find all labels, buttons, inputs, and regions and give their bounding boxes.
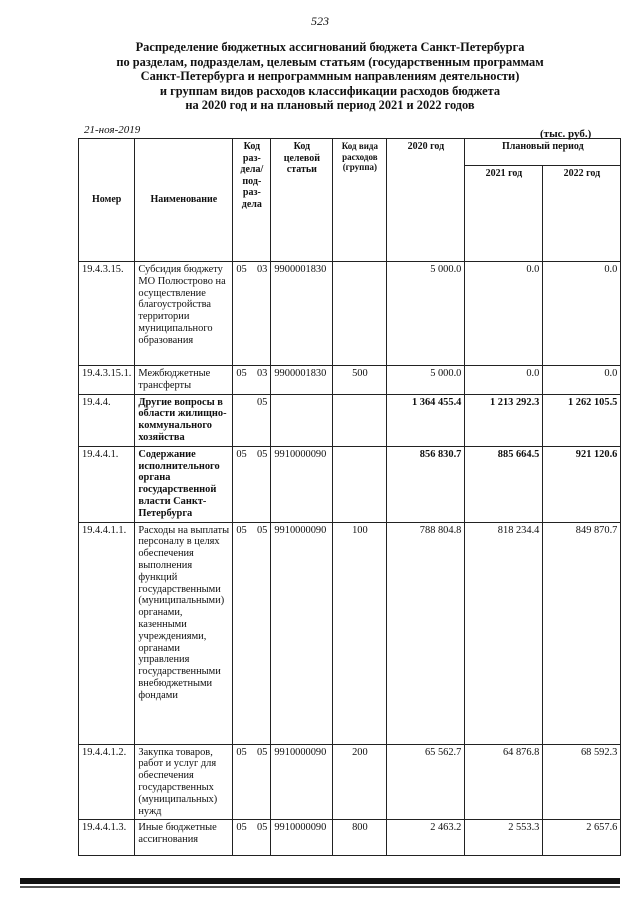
row-name: Содержание исполнительного органа государственной власти Санкт-Петербурга — [135, 446, 233, 522]
row-expense-type-code: 100 — [333, 522, 387, 744]
row-number: 19.4.4.1.2. — [79, 744, 135, 820]
row-value-2020: 5 000.0 — [387, 366, 465, 395]
section-code: 05 — [236, 746, 247, 758]
row-section-code — [233, 522, 271, 744]
row-value-2020: 788 804.8 — [387, 522, 465, 744]
row-value-2020: 2 463.2 — [387, 820, 465, 856]
row-value-2022: 1 262 105.5 — [543, 394, 621, 446]
row-expense-type-code: 800 — [333, 820, 387, 856]
header-planning-period: Плановый период — [465, 139, 621, 166]
row-value-2020: 1 364 455.4 — [387, 394, 465, 446]
row-value-2022: 2 657.6 — [543, 820, 621, 856]
row-target-code: 9900001830 — [271, 262, 333, 366]
row-value-2021: 818 234.4 — [465, 522, 543, 744]
subsection-code: 05 — [256, 396, 268, 408]
row-section-code — [233, 366, 271, 395]
document-date: 21-ноя-2019 — [84, 124, 141, 136]
row-name: Закупка товаров, работ и услуг для обеспечения государственных (муниципальных) нужд — [135, 744, 233, 820]
header-name: Наименование — [135, 139, 233, 262]
row-section-code — [233, 446, 271, 522]
row-target-code: 9910000090 — [271, 522, 333, 744]
section-code: 05 — [236, 448, 247, 460]
row-value-2020: 5 000.0 — [387, 262, 465, 366]
row-name: Иные бюджетные ассигнования — [135, 820, 233, 856]
row-target-code — [271, 394, 333, 446]
row-section-code — [233, 262, 271, 366]
row-number: 19.4.4.1.3. — [79, 820, 135, 856]
row-number: 19.4.3.15.1. — [79, 366, 135, 395]
row-value-2022: 921 120.6 — [543, 446, 621, 522]
table-row — [79, 522, 621, 744]
header-2020: 2020 год — [387, 139, 465, 262]
row-name: Межбюджетные трансферты — [135, 366, 233, 395]
section-code: 05 — [236, 524, 247, 536]
row-name: Субсидия бюджету МО Полюстрово на осуществление благоустройства территории муниципального образования — [135, 262, 233, 366]
subsection-code: 03 — [256, 368, 268, 379]
footer-rule — [20, 886, 620, 888]
subsection-code: 05 — [256, 746, 268, 758]
table-row — [79, 366, 621, 395]
section-code: 05 — [236, 822, 247, 834]
table-row — [79, 262, 621, 366]
row-expense-type-code — [333, 262, 387, 366]
row-section-code — [233, 744, 271, 820]
row-expense-type-code: 200 — [333, 744, 387, 820]
subsection-code: 05 — [256, 448, 268, 460]
section-code: 05 — [236, 264, 247, 275]
header-target-code: Код целевой статьи — [271, 139, 333, 262]
header-2022: 2022 год — [543, 165, 621, 261]
currency-unit: (тыс. руб.) — [540, 128, 592, 140]
row-target-code: 9910000090 — [271, 446, 333, 522]
row-number: 19.4.4. — [79, 394, 135, 446]
table-header — [79, 139, 621, 262]
table-body — [79, 262, 621, 856]
row-section-code — [233, 820, 271, 856]
row-value-2022: 0.0 — [543, 366, 621, 395]
row-name: Расходы на выплаты персоналу в целях обеспечения выполнения функций государственными (муниципальными) органами, казенными учреждениями, органами управления государственными внебюджетными фондами — [135, 522, 233, 744]
title-line: Санкт-Петербурга и непрограммным направлениям деятельности) — [140, 69, 520, 84]
row-expense-type-code: 500 — [333, 366, 387, 395]
page-number: 523 — [311, 14, 329, 28]
row-value-2021: 0.0 — [465, 262, 543, 366]
row-expense-type-code — [333, 446, 387, 522]
table-row — [79, 446, 621, 522]
row-number: 19.4.4.1. — [79, 446, 135, 522]
header-section-code: Код раз-дела/ под-раз-дела — [233, 139, 271, 262]
row-value-2021: 885 664.5 — [465, 446, 543, 522]
row-value-2021: 2 553.3 — [465, 820, 543, 856]
row-value-2021: 1 213 292.3 — [465, 394, 543, 446]
row-target-code: 9900001830 — [271, 366, 333, 395]
title-line: и группам видов расходов классификации расходов бюджета — [159, 83, 501, 98]
title-line: Распределение бюджетных ассигнований бюджета Санкт-Петербурга — [135, 40, 525, 54]
row-value-2022: 0.0 — [543, 262, 621, 366]
row-value-2022: 849 870.7 — [543, 522, 621, 744]
subsection-code: 05 — [256, 822, 268, 834]
subsection-code: 03 — [256, 264, 268, 275]
row-value-2021: 0.0 — [465, 366, 543, 395]
row-value-2022: 68 592.3 — [543, 744, 621, 820]
section-code: 05 — [236, 368, 247, 379]
budget-table — [78, 138, 621, 856]
row-expense-type-code — [333, 394, 387, 446]
row-number: 19.4.4.1.1. — [79, 522, 135, 744]
row-number: 19.4.3.15. — [79, 262, 135, 366]
table-row — [79, 394, 621, 446]
row-section-code — [233, 394, 271, 446]
header-number: Номер — [79, 139, 135, 262]
header-2021: 2021 год — [465, 165, 543, 261]
row-value-2020: 65 562.7 — [387, 744, 465, 820]
row-target-code: 9910000090 — [271, 744, 333, 820]
footer-rule — [20, 878, 620, 884]
title-line: по разделам, подразделам, целевым статьям (государственным программам — [116, 54, 544, 69]
subsection-code: 05 — [256, 524, 268, 536]
table-row — [79, 820, 621, 856]
title-line: на 2020 год и на плановый период 2021 и 2022 годов — [185, 98, 475, 113]
document-title — [90, 40, 570, 113]
row-target-code: 9910000090 — [271, 820, 333, 856]
header-expense-type-code: Код вида расходов (группа) — [333, 139, 387, 262]
table-row — [79, 744, 621, 820]
row-name: Другие вопросы в области жилищно-коммунального хозяйства — [135, 394, 233, 446]
row-value-2020: 856 830.7 — [387, 446, 465, 522]
row-value-2021: 64 876.8 — [465, 744, 543, 820]
